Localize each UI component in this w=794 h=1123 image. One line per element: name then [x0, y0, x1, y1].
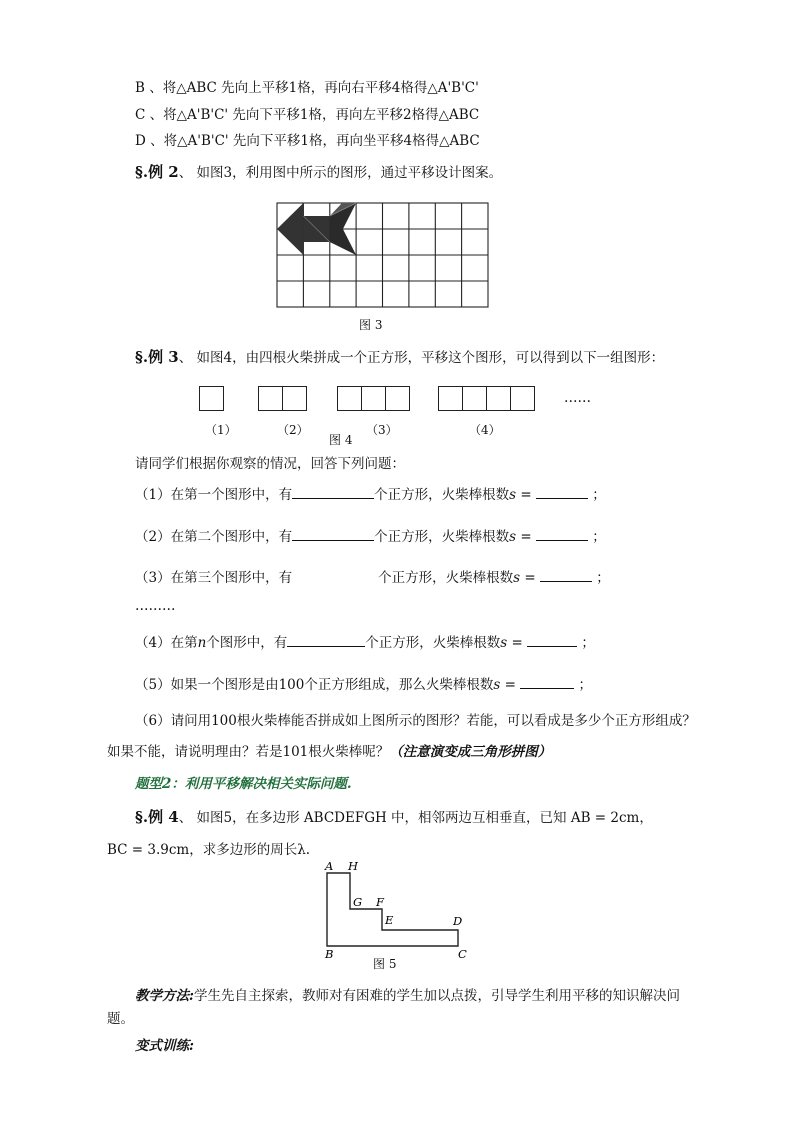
- sublabel-3: （3）: [366, 423, 398, 437]
- blank-input[interactable]: [287, 634, 365, 647]
- sublabel-4: （4）: [469, 423, 501, 437]
- question-5-text: （5）如果一个图形是由100个正方形组成，那么火柴棒根数: [135, 677, 494, 693]
- example-2-label: §.例 2: [135, 163, 179, 181]
- continuation-dots: ………: [135, 598, 176, 614]
- question-5-end: ；: [578, 677, 592, 693]
- example-2-heading: [135, 161, 502, 182]
- question-4-n: n: [197, 635, 207, 651]
- question-4: [135, 631, 595, 651]
- question-2-text: （2）在第二个图形中，有: [135, 529, 293, 545]
- teaching-method: [135, 984, 680, 1004]
- example-2-text: 、 如图3，利用图中所示的图形，通过平移设计图案。: [178, 165, 503, 181]
- matchstick-figure-3: [337, 386, 410, 411]
- question-3-text-2: 个正方形，火柴棒根数: [378, 570, 514, 586]
- example-3-label: §.例 3: [135, 348, 179, 366]
- question-4-end: ；: [581, 635, 595, 651]
- matchstick-figure-2: [258, 386, 307, 411]
- example-4-label: §.例 4: [135, 808, 179, 826]
- question-4-s: s =: [500, 635, 523, 651]
- question-4-text-3: 个正方形，火柴棒根数: [365, 635, 501, 651]
- type-2-heading: 题型2：利用平移解决相关实际问题.: [135, 776, 352, 792]
- sublabel-1: （1）: [205, 423, 237, 437]
- question-4-text: （4）在第: [135, 635, 198, 651]
- question-6: （6）请问用100根火柴棒能否拼成如上图所示的图形？若能，可以看成是多少个正方形组成？: [135, 713, 696, 729]
- blank-input[interactable]: [527, 634, 577, 647]
- question-2-text-2: 个正方形，火柴棒根数: [374, 529, 510, 545]
- point-a-label: A: [325, 859, 334, 873]
- figure-5-caption: 图 5: [373, 957, 397, 971]
- question-1-s: s =: [509, 487, 532, 503]
- question-1-end: ；: [592, 487, 606, 503]
- point-d-label: D: [453, 914, 463, 928]
- question-3-text: （3）在第三个图形中，有: [135, 570, 293, 586]
- question-2-s: s =: [509, 529, 532, 545]
- option-d: D 、将△A'B'C' 先向下平移1格，再向坐平移4格得△ABC: [135, 133, 480, 149]
- example-4-text: 、 如图5，在多边形 ABCDEFGH 中，相邻两边互相垂直，已知 AB = 2cm，: [178, 810, 653, 826]
- question-5-s: s =: [493, 677, 516, 693]
- observation-prompt: 请同学们根据你观察的情况，回答下列问题：: [135, 456, 405, 472]
- question-2-end: ；: [592, 529, 606, 545]
- matchstick-figure-4: [438, 386, 535, 411]
- blank-input[interactable]: [540, 569, 592, 582]
- question-1-text-2: 个正方形，火柴棒根数: [374, 487, 510, 503]
- question-3-s: s =: [513, 570, 536, 586]
- question-6-text-2: 如果不能，请说明理由？若是101根火柴棒呢？: [107, 744, 390, 760]
- option-b: B 、将△ABC 先向上平移1格，再向右平移4格得△A'B'C': [135, 80, 479, 96]
- question-3-end: ；: [596, 570, 610, 586]
- variant-training-label: 变式训练:: [135, 1038, 194, 1054]
- blank-input[interactable]: [520, 676, 574, 689]
- point-c-label: C: [458, 947, 467, 961]
- blank-input[interactable]: [292, 486, 374, 499]
- sublabel-2: （2）: [277, 423, 309, 437]
- option-c: C 、将△A'B'C' 先向下平移1格，再向左平移2格得△ABC: [135, 107, 480, 123]
- example-3-heading: [135, 346, 664, 367]
- figure-5-polygon: [315, 860, 475, 960]
- blank-input[interactable]: [292, 528, 374, 541]
- question-3: [135, 566, 610, 586]
- point-h-label: H: [348, 859, 359, 873]
- point-e-label: E: [385, 913, 394, 927]
- teaching-method-line-2: 题。: [107, 1011, 134, 1027]
- teaching-method-label: 教学方法:: [135, 988, 194, 1004]
- question-2: [135, 525, 606, 545]
- point-b-label: B: [325, 947, 334, 961]
- question-6-line-2: [107, 740, 551, 760]
- teaching-method-text: 学生先自主探索，教师对有困难的学生加以点拨，引导学生利用平移的知识解决问: [193, 988, 680, 1004]
- question-1: [135, 483, 606, 503]
- question-1-text: （1）在第一个图形中，有: [135, 487, 293, 503]
- matchstick-ellipsis: ……: [564, 390, 591, 406]
- matchstick-figure-1: [199, 386, 224, 415]
- blank-input[interactable]: [536, 486, 588, 499]
- point-f-label: F: [376, 895, 384, 909]
- question-5: [135, 673, 592, 693]
- example-3-text: 、 如图4，由四根火柴拼成一个正方形，平移这个图形，可以得到以下一组图形：: [178, 350, 665, 366]
- figure-3-caption: 图 3: [359, 318, 383, 332]
- point-g-label: G: [353, 895, 363, 909]
- example-4-heading: [135, 806, 653, 827]
- figure-4-caption: 图 4: [329, 433, 353, 447]
- example-4-line-2: BC = 3.9cm，求多边形的周长λ.: [107, 842, 311, 858]
- figure-3-grid: [276, 202, 490, 310]
- question-6-note: （注意演变成三角形拼图）: [389, 744, 552, 760]
- blank-input[interactable]: [536, 528, 588, 541]
- question-4-text-2: 个图形中，有: [206, 635, 288, 651]
